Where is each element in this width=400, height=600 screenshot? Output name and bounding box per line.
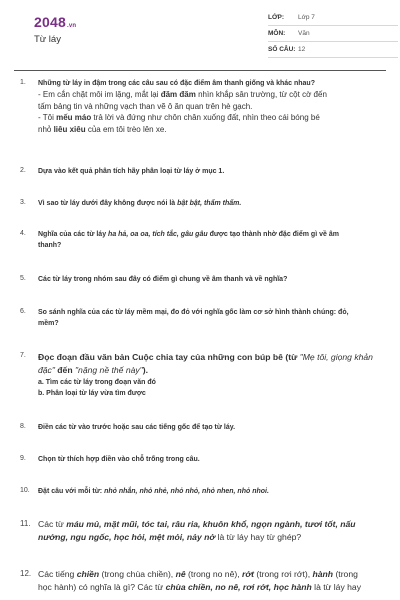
prompt-text: Đọc đoạn đầu văn bản Cuộc chia tay của những con búp bê (từ [38, 352, 300, 362]
question-prompt: Các từ láy trong nhóm sau đây có điểm gì chung về âm thanh và về nghĩa? [38, 276, 288, 283]
question-2 [20, 166, 380, 177]
question-prompt: Điền các từ vào trước hoặc sau các tiếng gốc để tạo từ láy. [38, 424, 236, 431]
prompt-text: là từ láy hay từ ghép? [215, 532, 302, 542]
question-emphasis: "Mẹ tôi, giọng khản [299, 352, 373, 362]
sub-question-a: a. Tìm các từ láy trong đoạn văn đó [38, 379, 156, 386]
question-prompt [38, 568, 380, 581]
question-emphasis: bật bật, thẩm thẩm. [177, 200, 242, 207]
quote-line [38, 112, 380, 124]
question-number: 7. [20, 352, 26, 359]
question-emphasis: hành [312, 569, 334, 579]
question-prompt [38, 351, 380, 364]
question-prompt: Chọn từ thích hợp điền vào chỗ trống trong câu. [38, 456, 200, 463]
question-7 [20, 351, 380, 399]
question-number: 10. [20, 487, 30, 494]
meta-value: Lớp 7 [298, 14, 315, 21]
question-5 [20, 274, 380, 285]
question-body [38, 78, 380, 135]
quote-text: nhỏ [38, 124, 54, 134]
meta-label: SỐ CÂU: [268, 46, 296, 53]
quote-emphasis: liêu xiêu [53, 124, 86, 134]
question-emphasis: nê [175, 569, 186, 579]
question-prompt: Dựa vào kết quả phân tích hãy phân loại từ láy ở mục 1. [38, 168, 225, 175]
question-body [38, 568, 380, 594]
logo-suffix: .vn [66, 23, 77, 29]
prompt-text: Các tiếng [38, 569, 77, 579]
question-9 [20, 454, 380, 465]
question-prompt: Vì sao từ láy dưới đây không được nói là [38, 200, 178, 207]
quote-line [38, 89, 380, 101]
question-body [38, 198, 380, 209]
question-emphasis: nhỏ nhắn, nhỏ nhẻ, nhỏ nhỏ, nhỏ nhen, nhỏ nhoi. [104, 488, 269, 495]
question-number: 11. [20, 519, 31, 528]
question-emphasis: máu mủ, mặt mũi, tóc tai, râu ria, khuôn khổ, ngọn ngành, tươi tốt, nấu [66, 519, 356, 529]
question-emphasis: nướng, ngu ngốc, học hỏi, mệt mỏi, nảy nở [38, 532, 216, 542]
question-prompt [38, 518, 380, 531]
meta-label: LỚP: [268, 14, 285, 21]
question-prompt: Đặt câu với mỗi từ: [38, 488, 105, 495]
question-1 [20, 78, 380, 135]
prompt-continuation [38, 364, 380, 377]
prompt-text: (trong no nê), [185, 569, 242, 579]
meta-value: Văn [298, 30, 310, 37]
question-3 [20, 198, 380, 209]
quote-text: nhìn khắp sân trường, từ cột cờ đến [195, 90, 327, 99]
prompt-continuation: mềm? [38, 320, 59, 327]
question-body [38, 518, 380, 544]
prompt-text: (trong [333, 569, 358, 579]
question-emphasis: rớt [242, 569, 254, 579]
question-number: 12. [20, 569, 32, 578]
header [14, 0, 386, 62]
question-number: 8. [20, 423, 26, 430]
question-10 [20, 486, 380, 497]
page-title: Từ láy [34, 34, 61, 45]
prompt-continuation: thanh? [38, 242, 62, 249]
meta-row-subject [268, 26, 398, 42]
question-body [38, 229, 380, 251]
prompt-text: ). [142, 365, 148, 375]
question-12 [20, 568, 380, 594]
question-body [38, 166, 380, 177]
prompt-text: được tạo thành nhờ đặc điểm gì về âm [207, 231, 339, 238]
prompt-text: học hành) có nghĩa là gì? Các từ [38, 582, 166, 592]
prompt-text: (trong chùa chiền), [99, 569, 176, 579]
question-prompt: So sánh nghĩa của các từ láy mềm mại, đo đỏ với nghĩa gốc làm cơ sở hình thành chúng: đỏ, [38, 309, 349, 316]
quote-text: trả lời và đứng như chôn chân xuống đất, nhìn theo cái bóng bé [91, 113, 320, 122]
question-emphasis: đặc" [38, 365, 55, 375]
prompt-continuation [38, 531, 380, 544]
question-4 [20, 229, 380, 251]
meta-info [268, 10, 398, 58]
question-number: 2. [20, 167, 26, 174]
question-number: 3. [20, 199, 26, 206]
question-prompt [38, 229, 380, 240]
quote-text: của em tôi trèo lên xe. [85, 124, 167, 134]
question-emphasis: chùa chiền, no nê, rơi rớt, học hành [165, 582, 312, 592]
prompt-text: Các từ [38, 519, 67, 529]
question-number: 6. [20, 308, 26, 315]
quote-text: - Tôi [38, 113, 57, 122]
meta-row-class [268, 10, 398, 26]
meta-value: 12 [298, 46, 306, 53]
question-8 [20, 422, 380, 433]
meta-label: MÔN: [268, 30, 286, 37]
question-number: 4. [20, 230, 26, 237]
prompt-text: là từ láy hay [311, 582, 362, 592]
quote-emphasis: đăm đăm [160, 90, 196, 99]
question-11 [20, 518, 380, 544]
question-body [38, 422, 380, 433]
quote-line [38, 124, 380, 136]
question-body [38, 274, 380, 285]
question-body [38, 486, 380, 497]
question-body [38, 454, 380, 465]
question-emphasis: chiền [76, 569, 100, 579]
question-body [38, 351, 380, 399]
prompt-continuation [38, 581, 380, 594]
logo-main: 2048 [34, 14, 66, 30]
header-divider [14, 70, 386, 71]
question-6 [20, 307, 380, 329]
question-number: 1. [20, 79, 26, 86]
question-number: 5. [20, 275, 26, 282]
question-body [38, 307, 380, 329]
site-logo[interactable] [34, 14, 76, 30]
quote-text: tấm bảng tin và những vạch than vẽ ô ăn quan trên hè gạch. [38, 101, 253, 111]
quote-line [38, 101, 380, 113]
prompt-text: Nghĩa của các từ láy [38, 231, 109, 238]
question-emphasis: ha hả, oa oa, tích tắc, gâu gâu [108, 231, 208, 238]
prompt-text: đến [54, 365, 75, 375]
meta-row-count [268, 42, 398, 58]
question-emphasis: "nặng nề thế này" [74, 365, 143, 375]
quote-emphasis: mếu máo [56, 113, 92, 122]
question-number: 9. [20, 455, 26, 462]
sub-question-b: b. Phân loại từ láy vừa tìm được [38, 390, 146, 397]
prompt-text: (trong rơi rớt), [253, 569, 313, 579]
quote-text: - Em cắn chặt môi im lặng, mắt lại [38, 90, 161, 99]
question-prompt: Những từ láy in đậm trong các câu sau có đặc điểm âm thanh giống và khác nhau? [38, 80, 315, 87]
